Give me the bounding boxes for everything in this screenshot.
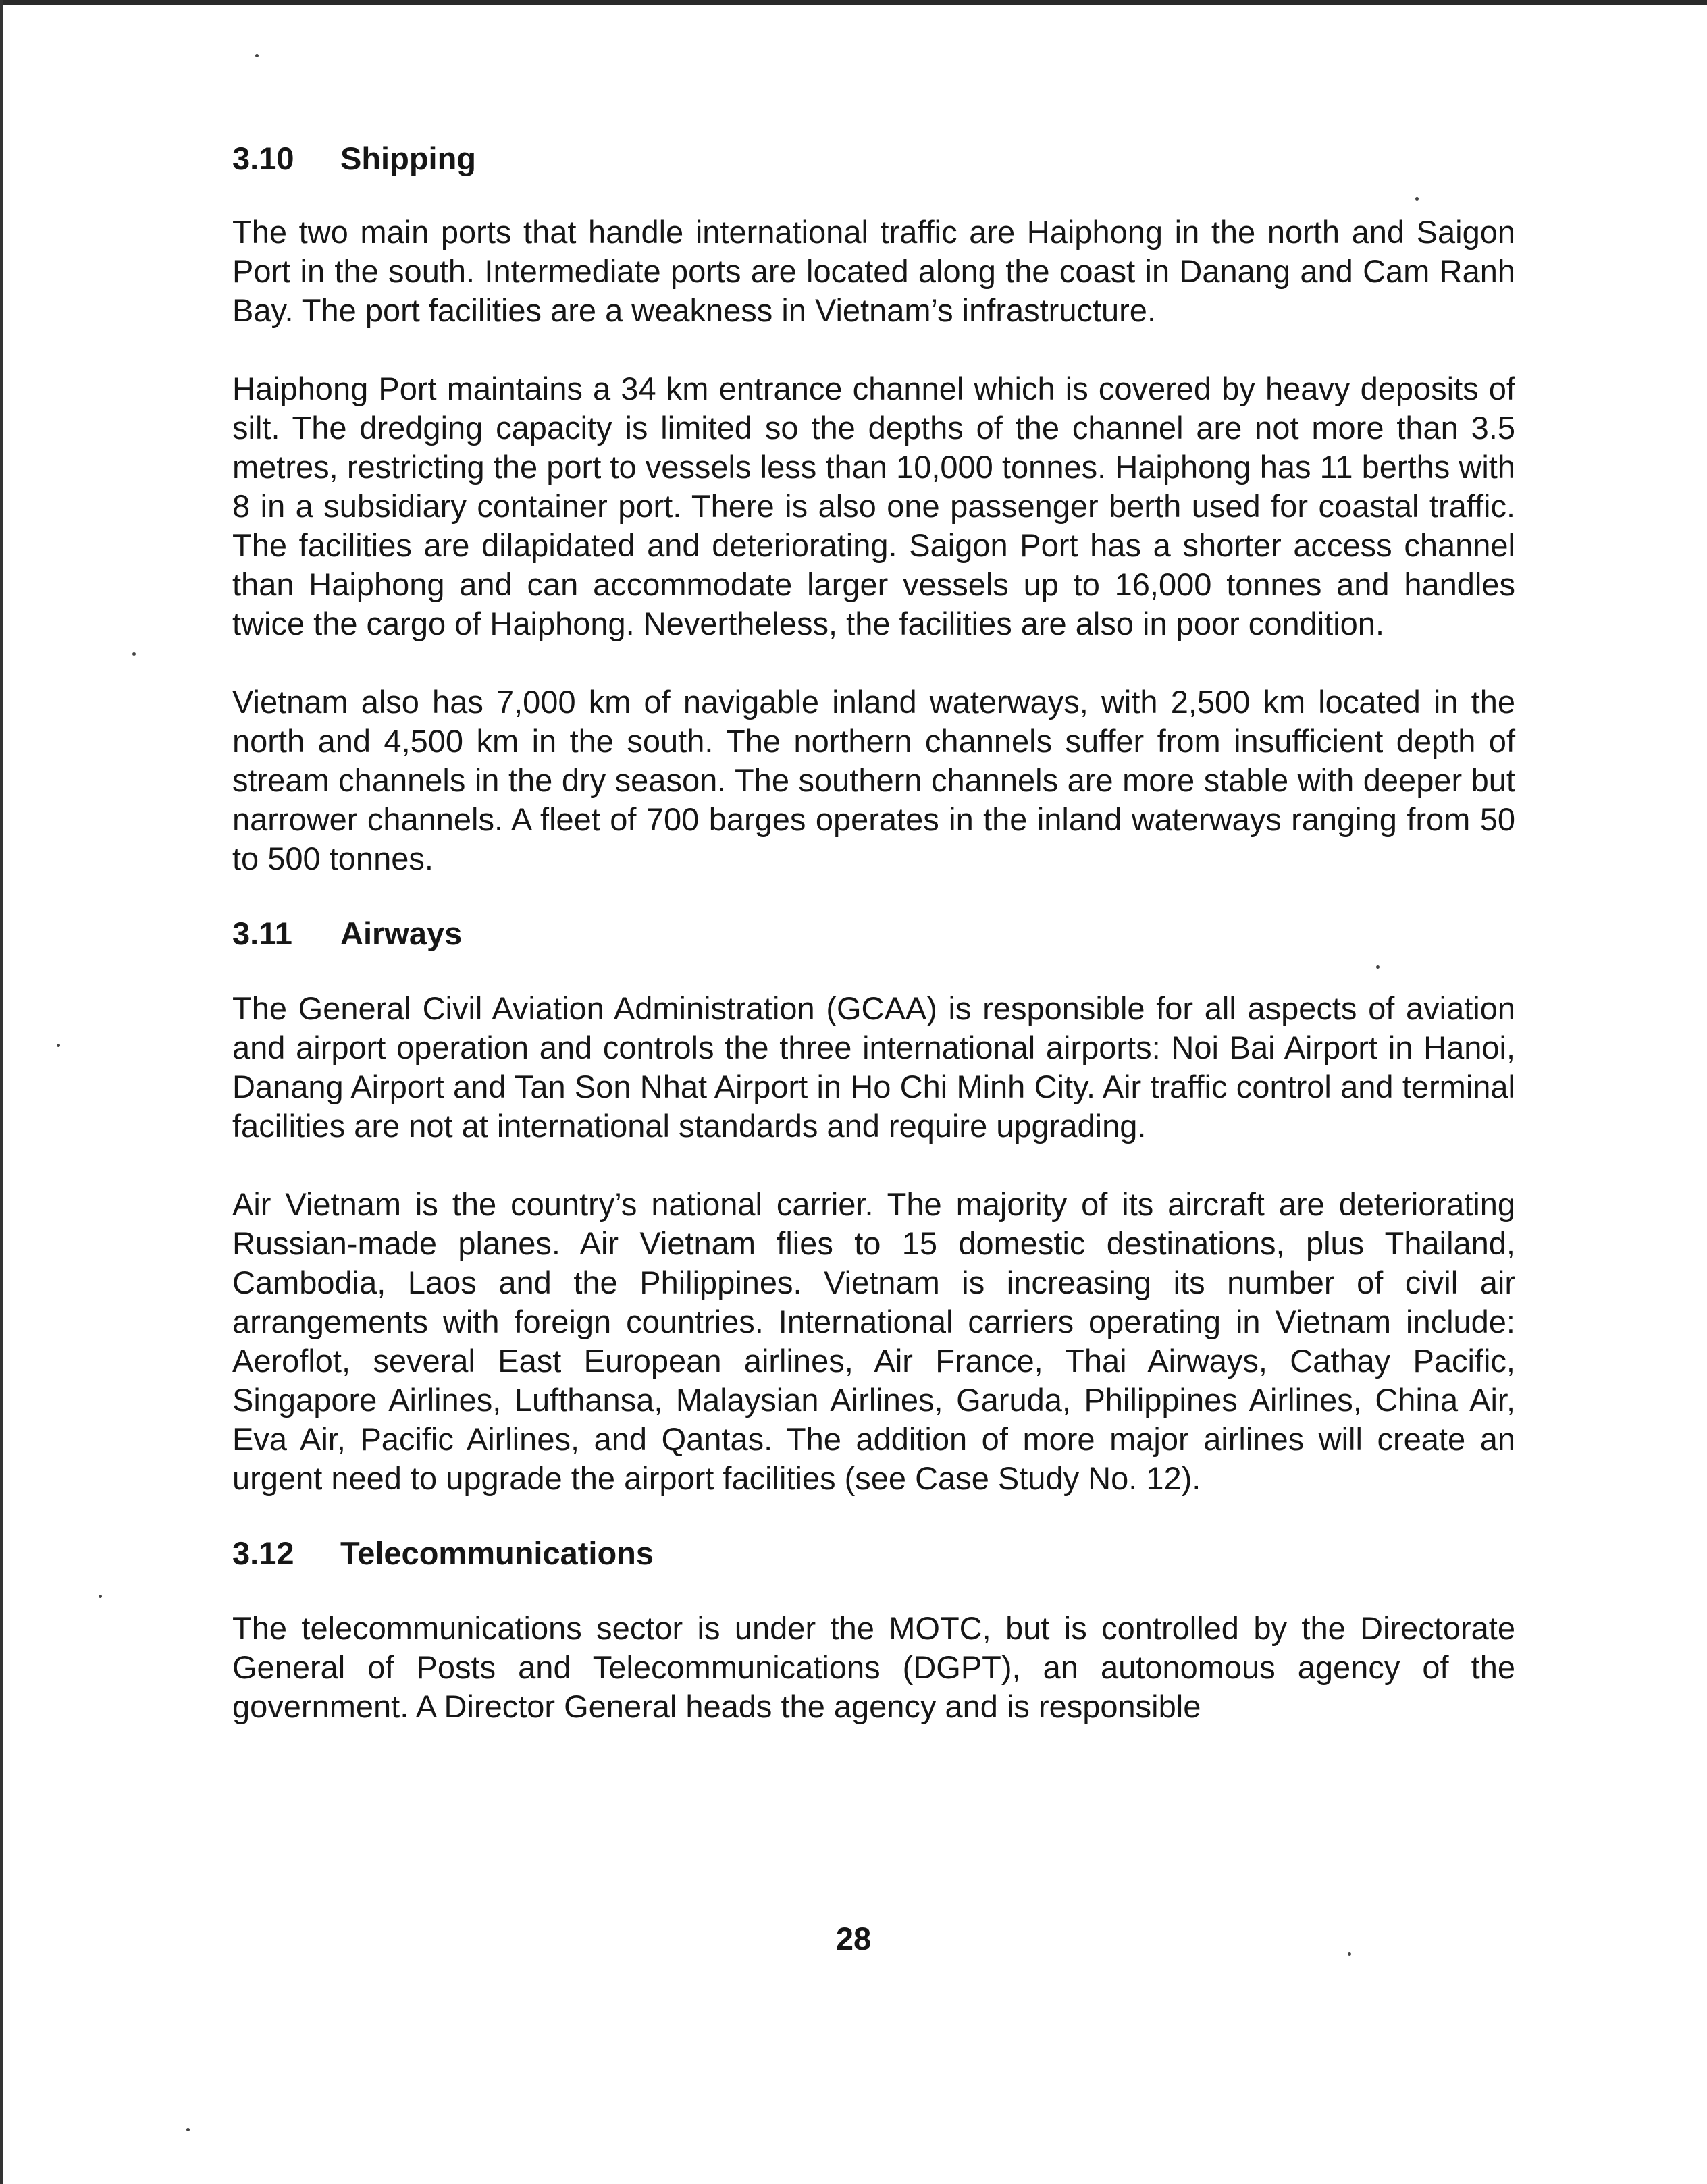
paragraph: The telecommunications sector is under the MOTC, but is controlled by the Directorate General of Posts and Telecommunications (DGPT), an autonomous agency of the government. A Director General heads the agency and is responsible: [232, 1610, 1515, 1724]
paragraph: The two main ports that handle international traffic are Haiphong in the north and Saigon Port in the south. Intermediate ports are located along the coast in Danang and Cam Ranh Bay. The port facilities are a weakness in Vietnam’s infrastructure.: [232, 214, 1515, 328]
paragraph: Vietnam also has 7,000 km of navigable inland waterways, with 2,500 km located in the north and 4,500 km in the south. The northern channels suffer from insufficient depth of stream channels in the dry season. The southern channels are more stable with deeper but narrower channels. A fleet of 700 barges operates in the inland waterways ranging from 50 to 500 tonnes.: [232, 684, 1515, 876]
section-heading-shipping: [232, 138, 1515, 179]
scan-speck: [1348, 1952, 1351, 1956]
paragraph: Haiphong Port maintains a 34 km entrance channel which is covered by heavy deposits of silt. The dredging capacity is limited so the depths of the channel are not more than 3.5 metres, restricting the port to vessels less than 10,000 tonnes. Haiphong has 11 berths with 8 in a subsidiary container port. There is also one passenger berth used for coastal traffic. The facilities are dilapidated and deteriorating. Saigon Port has a shorter access channel than Haiphong and can accommodate larger vessels up to 16,000 tonnes and handles twice the cargo of Haiphong. Nevertheless, the facilities are also in poor condition.: [232, 371, 1515, 641]
scan-left-border: [0, 0, 3, 2184]
paragraph: Air Vietnam is the country’s national carrier. The majority of its aircraft are deteriorating Russian-made planes. Air Vietnam flies to 15 domestic destinations, plus Thailand, Cambodia, Laos and the Philippines. Vietnam is increasing its number of civil air arrangements with foreign countries. International carriers operating in Vietnam include: Aeroflot, several East European airlines, Air France, Thai Airways, Cathay Pacific, Singapore Airlines, Lufthansa, Malaysian Airlines, Garuda, Philippines Airlines, China Air, Eva Air, Pacific Airlines, and Qantas. The addition of more major airlines will create an urgent need to upgrade the airport facilities (see Case Study No. 12).: [232, 1186, 1515, 1496]
scan-speck: [1376, 965, 1380, 969]
scan-speck: [132, 652, 136, 656]
paragraph: The General Civil Aviation Administration (GCAA) is responsible for all aspects of aviation and airport operation and controls the three international airports: Noi Bai Airport in Hanoi, Danang Airport and Tan Son Nhat Airport in Ho Chi Minh City. Air traffic control and terminal facilities are not at international standards and require upgrading.: [232, 990, 1515, 1144]
section-title: Airways: [340, 915, 463, 951]
section-title: Shipping: [340, 140, 477, 176]
document-page: [232, 138, 1515, 1726]
scan-top-border: [0, 0, 1707, 5]
section-title: Telecommunications: [340, 1535, 654, 1571]
section-number: 3.12: [232, 1535, 294, 1571]
scan-speck: [255, 54, 259, 57]
section-heading-telecommunications: [232, 1533, 1515, 1574]
scan-speck: [186, 2128, 190, 2131]
section-heading-airways: [232, 913, 1515, 954]
page-number: 28: [835, 1921, 872, 1956]
scan-speck: [57, 1044, 60, 1047]
scan-speck: [1415, 197, 1419, 201]
scan-speck: [99, 1595, 102, 1598]
section-number: 3.10: [232, 140, 294, 176]
section-number: 3.11: [232, 915, 292, 951]
